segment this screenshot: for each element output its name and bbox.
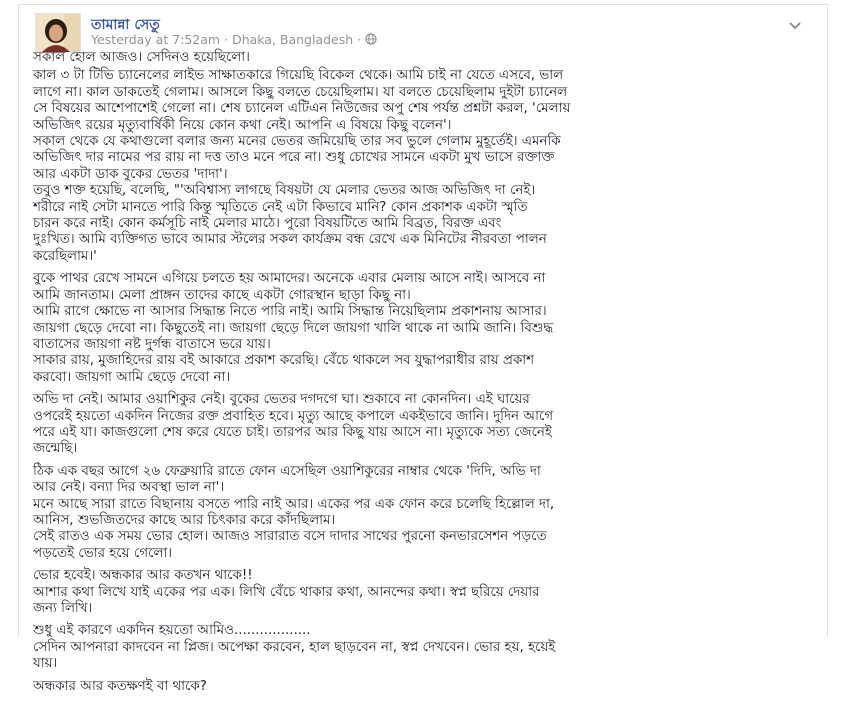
post-paragraph: অভি দা নেই। আমার ওয়াশিকুর নেই। বুকের ভেতর দগদগে ঘা। শুকাবে না কোনদিন। এই ঘায়ের ওপরেই হয়তো একদিন নিজের রক্ত প্রবাহিত হবে। মৃত্যু আছে কপালে একইভাবে জানি। দুদিন আগে পরে এই যা। কাজগুলো শেষ করে যেতে চাই। তারপর আর কিছু যায় আসে না। মৃত্যুকে সত্য জেনেই জন্মেছি। (33, 392, 554, 457)
post-meta (91, 32, 377, 47)
post-location[interactable]: Dhaka, Bangladesh (232, 32, 354, 47)
post-paragraph: কাল ৩ টা টিভি চ্যানেলের লাইভ সাক্ষাতকারে গিয়েছি বিকেল থেকে। আমি চাই না যেতে এসবে, ভাল লাগে না। কাল ডাকতেই গেলাম। আসলে কিছু বলতে চেয়েছিলাম। যা বলতে চেয়েছিলাম দুইটা চ্যানেল সে বিষয়ের আশেপাশেই গেলো না। শেষ চ্যানেল এটিএন নিউজের অপু শেষ পর্যন্ত প্রশ্নটা করল, 'মেলায় অভিজিৎ রয়ের মৃত্যুবার্ষিকী নিয়ে কোন কথা নেই। আপনি এ বিষয়ে কিছু বলেন'। সকাল থেকে যে কথাগুলো বলার জন্য মনের ভেতর জমিয়েছি তার সব ভুলে গেলাম মুহূর্তেই। এমনকি অভিজিৎ দার নামের পর রায় না দত্ত তাও মনে পরে না। শুধু চোখের সামনে একটা মুখ ভাসে রক্তাক্ত আর একটা ডাক বুকের ভেতর 'দাদা'। তবুও শক্ত হয়েছি, বলেছি, "'অবিশ্বাস্য লাগছে বিষয়টা যে মেলার ভেতর আজ অভিজিৎ দা নেই। শরীরে নাই সেটা মানতে পারি কিন্তু স্মৃতিতে নেই এটা কিভাবে মানি? কোন প্রকাশক একটা স্মৃতি চারন করে নাই। কোন কর্মসূচি নাই মেলার মাঠে। পুরো বিষয়টিতে আমি বিব্রত, বিরক্ত এবং দুঃখিত। আমি ব্যক্তিগত ভাবে আমার স্টলের সকল কার্যক্রম বন্ধ রেখে এক মিনিটের নীরবতা পালন করেছিলাম।' (33, 68, 571, 264)
avatar-photo (36, 14, 80, 52)
post-paragraph: সকাল হোল আজও। সেদিনও হয়েছিলো। (33, 50, 250, 65)
post-body (33, 50, 813, 701)
meta-separator: · (224, 32, 229, 47)
globe-icon[interactable] (365, 33, 377, 45)
post-paragraph: ঠিক এক বছর আগে ২৬ ফেব্রুয়ারি রাতে ফোন এসেছিল ওয়াশিকুরের নাম্বার থেকে 'দিদি, অভি দা আর নেই। বন্যা দির অবস্থা ভাল না'। মনে আছে সারা রাতে বিছানায় বসতে পারি নাই আর। একের পর এক ফোন করে চলেছি হিল্লোল দা, আনিস, শুভজিতদের কাছে আর চিৎকার করে কাঁদছিলাম। সেই রাতও এক সময় ভোর হোল। আজও সারারাত বসে দাদার সাথের পুরনো কনভারসেশন পড়তে পড়তেই ভোর হয়ে গেলো। (33, 463, 555, 561)
post-paragraph: বুকে পাথর রেখে সামনে এগিয়ে চলতে হয় আমাদের। অনেকে এবার মেলায় আসে নাই। আসবে না আমি জানতাম। মেলা প্রাঙ্গন তাদের কাছে একটা গোরস্থান ছাড়া কিছু না। আমি রাগে ক্ষোভে না আসার সিদ্ধান্ত নিতে পারি নাই। আমি সিদ্ধান্ত নিয়েছিলাম প্রকাশনায় আসার। জায়গা ছেড়ে দেবো না। কিছুতেই না। জায়গা ছেড়ে দিলে জায়গা খালি থাকে না আমি জানি। বিশুদ্ধ বাতাসের জায়গা নষ্ট দুর্গন্ধ বাতাসে ভরে যায়। সাকার রায়, মুজাহিদের রায় বই আকারে প্রকাশ করেছি। বেঁচে থাকলে সব যুদ্ধাপরাধীর রায় প্রকাশ করবো। জায়গা আমি ছেড়ে দেবো না। (33, 271, 554, 385)
avatar[interactable] (35, 13, 81, 53)
post-paragraph: অন্ধকার আর কতক্ষণই বা থাকে? (33, 678, 207, 694)
facebook-post (18, 4, 828, 694)
author-name[interactable]: তামান্না সেতু (91, 17, 160, 33)
post-paragraph: শুধু এই কারণে একদিন হয়তো আমিও.................. সেদিন আপনারা কাদবেন না প্লিজ। অপেক্ষা করবেন, হাল ছাড়বেন না, স্বপ্ন দেখবেন। ভোর হয়, হয়েই যায়। (33, 623, 556, 672)
post-paragraph: ভোর হবেই। অন্ধকার আর কতখন থাকে!! আশার কথা লিখে যাই একের পর এক। লিখি বেঁচে থাকার কথা, আনন্দের কথা। স্বপ্ন ছরিয়ে দেয়ার জন্য লিখি। (33, 568, 540, 616)
post-timestamp[interactable]: Yesterday at 7:52am (91, 32, 221, 47)
chevron-down-icon[interactable] (787, 17, 803, 33)
meta-separator: · (357, 32, 362, 47)
